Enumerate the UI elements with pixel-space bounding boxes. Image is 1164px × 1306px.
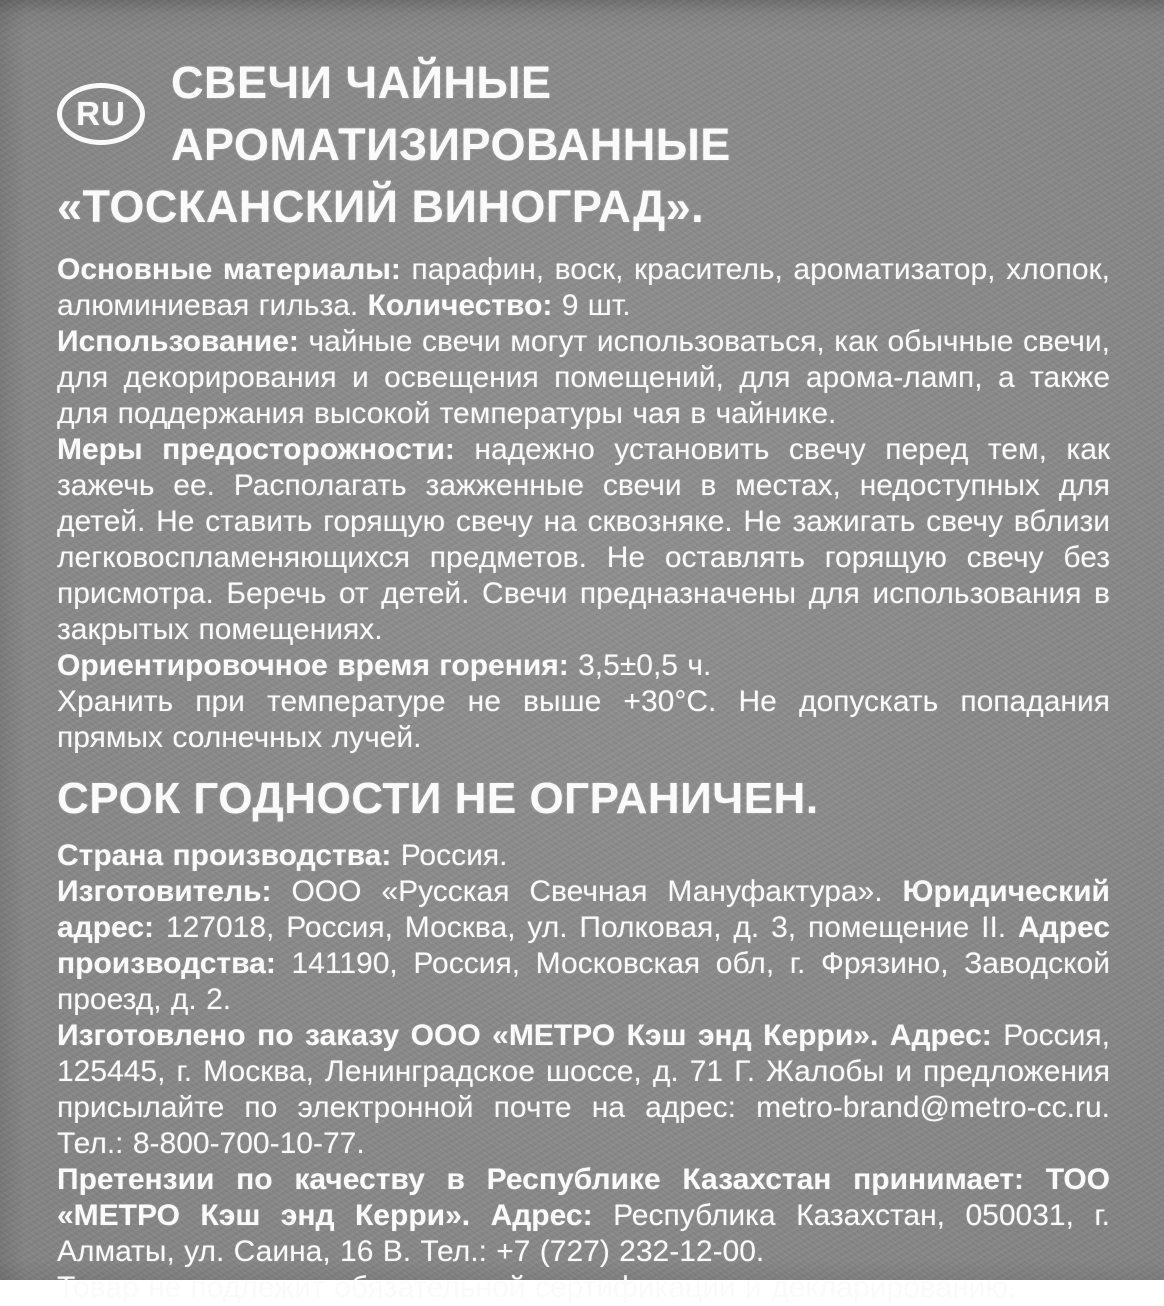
country-paragraph [57, 838, 1110, 874]
certification-paragraph [57, 1270, 1110, 1306]
shelf-life-heading: СРОК ГОДНОСТИ НЕ ОГРАНИЧЕН. [57, 774, 819, 823]
ordered-by-paragraph [57, 1018, 1110, 1162]
country-value: Россия. [391, 839, 508, 872]
storage-text: Хранить при температуре не выше +30°С. Не допускать попадания прямых солнечных лучей. [57, 685, 1110, 754]
country-label: Страна производства: [57, 839, 392, 872]
burn-time-label: Ориентировочное время горения: [57, 649, 569, 682]
burn-time-paragraph [57, 648, 1110, 684]
product-title-row [57, 52, 1110, 176]
product-title-line1: СВЕЧИ ЧАЙНЫЕ АРОМАТИЗИРОВАННЫЕ [171, 57, 731, 170]
kazakhstan-claims-paragraph [57, 1162, 1110, 1270]
certification-text: Товар не подлежит обязательной сертификации и декларированию. [57, 1271, 1017, 1304]
ru-badge-text: RU [76, 95, 126, 132]
kazakhstan-claims-text: Республика Казахстан, 050031, г. Алматы, ул. Саина, 16 В. Тел.: +7 (727) 232-12-00. [57, 1199, 1110, 1268]
usage-text: чайные свечи могут использоваться, как обычные свечи, для декорирования и освещения помещений, для арома-ламп, а также для поддержания высокой температуры чая в чайнике. [57, 325, 1110, 430]
legal-address-value: 127018, Россия, Москва, ул. Полковая, д. 3, помещение II. [154, 911, 1018, 944]
usage-label: Использование: [57, 325, 299, 358]
manufacturer-label: Изготовитель: [57, 875, 272, 908]
production-address-label: Адрес производства: [57, 911, 1110, 980]
manufacturer-paragraph [57, 874, 1110, 1018]
precautions-paragraph [57, 432, 1110, 648]
ordered-by-label: Изготовлено по заказу ООО «МЕТРО Кэш энд Керри». Адрес: [57, 1019, 992, 1052]
quantity-label: Количество: [367, 289, 553, 322]
materials-paragraph [57, 252, 1110, 324]
storage-paragraph [57, 684, 1110, 756]
precautions-label: Меры предосторожности: [57, 433, 455, 466]
usage-paragraph [57, 324, 1110, 432]
product-title [57, 52, 1110, 238]
materials-label: Основные материалы: [57, 253, 401, 286]
production-address-value: 141190, Россия, Московская обл, г. Фрязино, Заводской проезд, д. 2. [57, 947, 1110, 1016]
kazakhstan-claims-label: Претензии по качеству в Республике Казахстан принимает: ТОО «МЕТРО Кэш энд Керри». Адрес: [57, 1163, 1110, 1232]
materials-text: парафин, воск, краситель, ароматизатор, хлопок, алюминиевая гильза. [57, 253, 1110, 322]
manufacturer-name: ООО «Русская Свечная Мануфактура». [271, 875, 903, 908]
ru-country-badge [57, 83, 145, 145]
precautions-text: надежно установить свечу перед тем, как зажечь ее. Располагать зажженные свечи в местах, недоступных для детей. Не ставить горящую свечу на сквозняке. Не зажигать свечу вблизи легковоспламеняющихся предметов. Не оставлять горящую свечу без присмотра. Беречь от детей. Свечи предназначены для использования в закрытых помещениях. [57, 433, 1110, 646]
burn-time-value: 3,5±0,5 ч. [568, 649, 712, 682]
ordered-by-text: Россия, 125445, г. Москва, Ленинградское шоссе, д. 71 Г. Жалобы и предложения присылайте по электронной почте на адрес: metro-brand@metro-cc.ru. Тел.: 8-800-700-10-77. [57, 1019, 1110, 1160]
quantity-value: 9 шт. [552, 289, 631, 322]
product-title-line2: «ТОСКАНСКИЙ ВИНОГРАД». [57, 181, 705, 232]
legal-address-label: Юридический адрес: [57, 875, 1110, 944]
